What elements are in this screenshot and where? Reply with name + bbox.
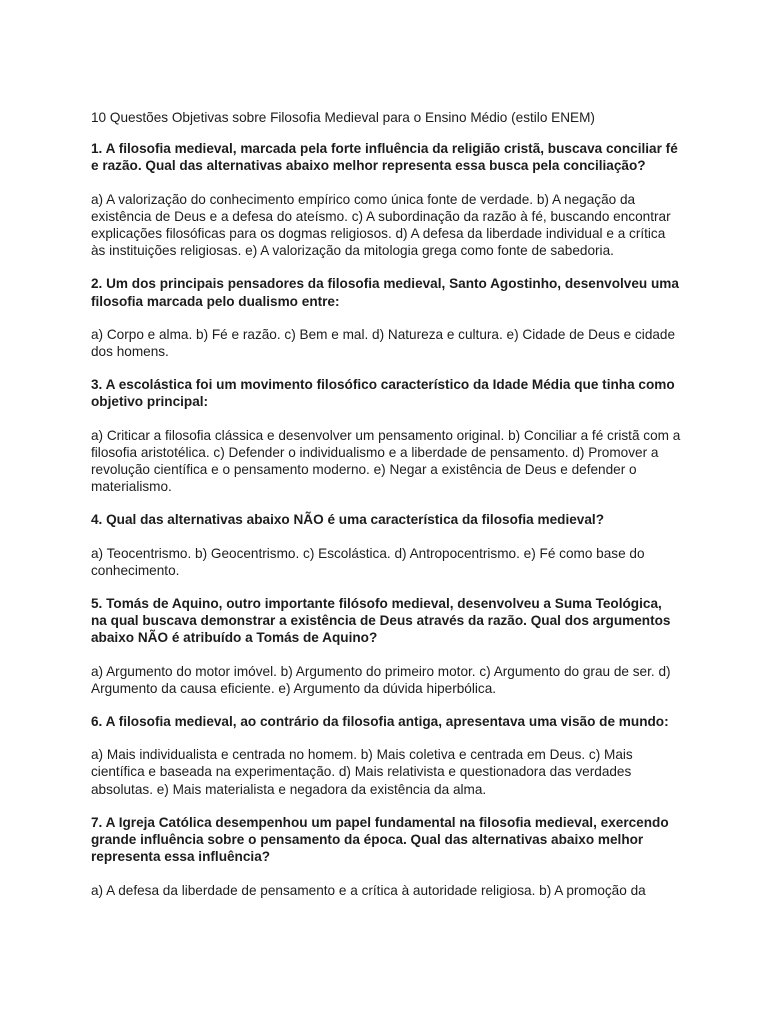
question-3: 3. A escolástica foi um movimento filosófico característico da Idade Média que tinha como objetivo principal: (91, 377, 675, 410)
document-title: 10 Questões Objetivas sobre Filosofia Medieval para o Ensino Médio (estilo ENEM) (91, 110, 595, 125)
answer-options-1: a) A valorização do conhecimento empírico como única fonte de verdade. b) A negação da existência de Deus e a defesa do ateísmo. c) A subordinação da razão à fé, buscando encontrar explicações filosóficas para os dogmas religiosos. d) A defesa da liberdade individual e a crítica às instituições religiosas. e) A valorização da mitologia grega como fonte de sabedoria. (91, 191, 671, 259)
answer-options-3: a) Criticar a filosofia clássica e desenvolver um pensamento original. b) Conciliar a fé cristã com a filosofia aristotélica. c) Defender o individualismo e a liberdade de pensamento. d) Promover a revolução científica e o pensamento moderno. e) Negar a existência de Deus e defender o materialismo. (91, 427, 681, 495)
question-7: 7. A Igreja Católica desempenhou um papel fundamental na filosofia medieval, exercendo grande influência sobre o pensamento da época. Qual das alternativas abaixo melhor representa essa influência? (91, 814, 669, 865)
question-2: 2. Um dos principais pensadores da filosofia medieval, Santo Agostinho, desenvolveu uma filosofia marcada pelo dualismo entre: (91, 276, 679, 309)
answer-options-4: a) Teocentrismo. b) Geocentrismo. c) Escolástica. d) Antropocentrismo. e) Fé como base do conhecimento. (91, 545, 645, 578)
question-1: 1. A filosofia medieval, marcada pela forte influência da religião cristã, buscava conciliar fé e razão. Qual das alternativas abaixo melhor representa essa busca pela conciliação? (91, 141, 678, 174)
question-5: 5. Tomás de Aquino, outro importante filósofo medieval, desenvolveu a Suma Teológica, na qual buscava demonstrar a existência de Deus através da razão. Qual dos argumentos abaixo NÃO é atribuído a Tomás de Aquino? (91, 596, 671, 646)
answer-options-5: a) Argumento do motor imóvel. b) Argumento do primeiro motor. c) Argumento do grau de ser. d) Argumento da causa eficiente. e) Argumento da dúvida hiperbólica. (91, 663, 671, 696)
answer-options-7: a) A defesa da liberdade de pensamento e a crítica à autoridade religiosa. b) A promoção da (91, 882, 646, 898)
question-4: 4. Qual das alternativas abaixo NÃO é uma característica da filosofia medieval? (91, 512, 604, 528)
question-6: 6. A filosofia medieval, ao contrário da filosofia antiga, apresentava uma visão de mundo: (91, 714, 669, 730)
answer-options-2: a) Corpo e alma. b) Fé e razão. c) Bem e mal. d) Natureza e cultura. e) Cidade de Deus e cidade dos homens. (91, 326, 676, 360)
document-page (91, 109, 681, 915)
answer-options-6: a) Mais individualista e centrada no homem. b) Mais coletiva e centrada em Deus. c) Mais científica e baseada na experimentação. d) Mais relativista e questionadora das verdades absolutas. e) Mais materialista e negadora da existência da alma. (91, 747, 633, 797)
